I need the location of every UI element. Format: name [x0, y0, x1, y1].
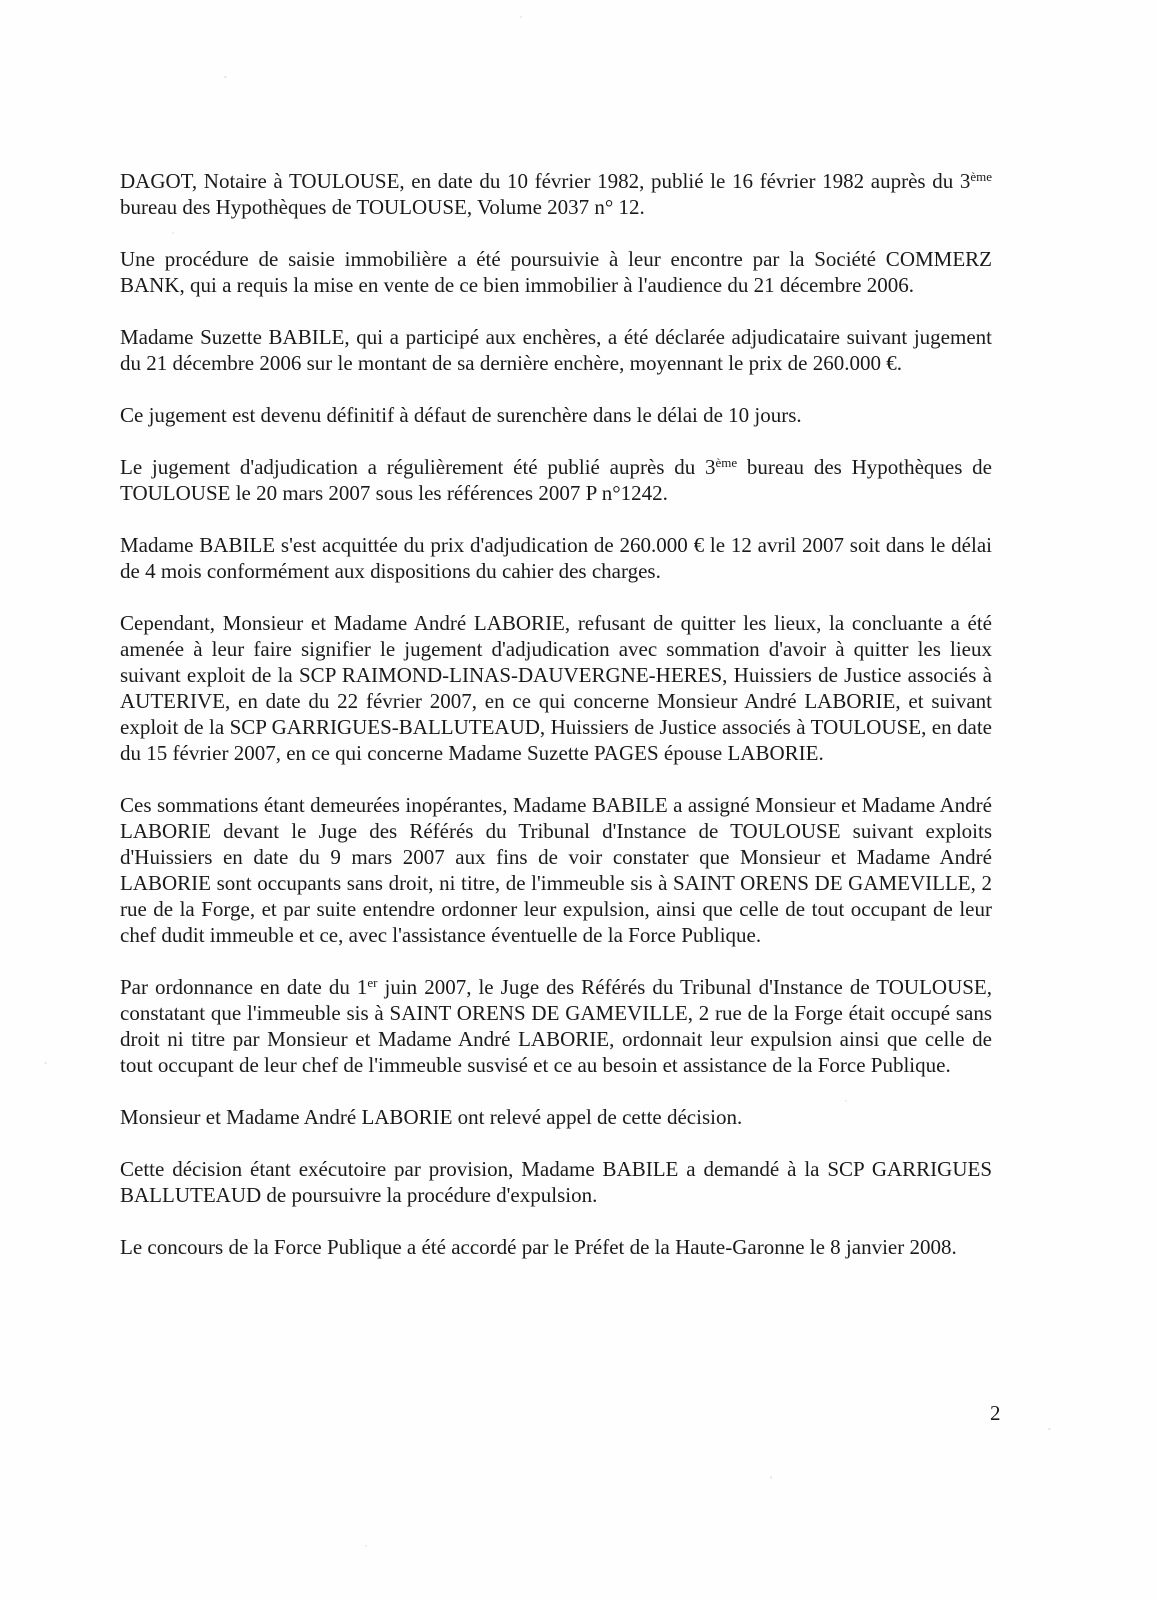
- scan-speck: [248, 1242, 250, 1244]
- paragraph-4: Ce jugement est devenu définitif à défaut de surenchère dans le délai de 10 jours.: [120, 403, 802, 427]
- paragraph-2: Une procédure de saisie immobilière a été poursuivie à leur encontre par la Société COMMERZ BANK, qui a requis la mise en vente de ce bien immobilier à l'audience du 21 décembre 2006.: [120, 247, 992, 297]
- scan-speck: [845, 1100, 847, 1102]
- page-number: 2: [990, 1401, 1001, 1425]
- scan-speck: [1048, 1428, 1051, 1430]
- paragraph-3: Madame Suzette BABILE, qui a participé aux enchères, a été déclarée adjudicataire suivant jugement du 21 décembre 2006 sur le montant de sa dernière enchère, moyennant le prix de 260.000 €.: [120, 325, 992, 375]
- document-body: [120, 168, 992, 1286]
- paragraph-5: Le jugement d'adjudication a régulièrement été publié auprès du 3ème bureau des Hypothèques de TOULOUSE le 20 mars 2007 sous les références 2007 P n°1242.: [120, 455, 992, 505]
- paragraph-10: Monsieur et Madame André LABORIE ont relevé appel de cette décision.: [120, 1105, 743, 1129]
- scan-speck: [365, 1545, 367, 1547]
- scan-speck: [520, 16, 522, 18]
- superscript: ème: [970, 169, 992, 184]
- paragraph-11: Cette décision étant exécutoire par provision, Madame BABILE a demandé à la SCP GARRIGUES BALLUTEAUD de poursuivre la procédure d'expulsion.: [120, 1157, 992, 1207]
- scan-speck: [770, 1476, 772, 1479]
- scan-speck: [224, 76, 227, 78]
- paragraph-1: DAGOT, Notaire à TOULOUSE, en date du 10 février 1982, publié le 16 février 1982 auprès du 3ème bureau des Hypothèques de TOULOUSE, Volume 2037 n° 12.: [120, 169, 992, 219]
- superscript: ème: [715, 455, 738, 470]
- scan-speck: [172, 232, 174, 234]
- paragraph-8: Ces sommations étant demeurées inopérantes, Madame BABILE a assigné Monsieur et Madame André LABORIE devant le Juge des Référés du Tribunal d'Instance de TOULOUSE suivant exploits d'Huissiers en date du 9 mars 2007 aux fins de voir constater que Monsieur et Madame André LABORIE sont occupants sans droit, ni titre, de l'immeuble sis à SAINT ORENS DE GAMEVILLE, 2 rue de la Forge, et par suite entendre ordonner leur expulsion, ainsi que celle de tout occupant de leur chef dudit immeuble et ce, avec l'assistance éventuelle de la Force Publique.: [120, 793, 992, 947]
- paragraph-7: Cependant, Monsieur et Madame André LABORIE, refusant de quitter les lieux, la concluante a été amenée à leur faire signifier le jugement d'adjudication avec sommation d'avoir à quitter les lieux suivant exploit de la SCP RAIMOND-LINAS-DAUVERGNE-HERES, Huissiers de Justice associés à AUTERIVE, en date du 22 février 2007, en ce qui concerne Monsieur André LABORIE, et suivant exploit de la SCP GARRIGUES-BALLUTEAUD, Huissiers de Justice associés à TOULOUSE, en date du 15 février 2007, en ce qui concerne Madame Suzette PAGES épouse LABORIE.: [120, 611, 992, 765]
- paragraph-12: Le concours de la Force Publique a été accordé par le Préfet de la Haute-Garonne le 8 janvier 2008.: [120, 1235, 957, 1259]
- scan-speck: [44, 1062, 47, 1064]
- superscript: er: [367, 975, 378, 990]
- paragraph-9: Par ordonnance en date du 1er juin 2007, le Juge des Référés du Tribunal d'Instance de TOULOUSE, constatant que l'immeuble sis à SAINT ORENS DE GAMEVILLE, 2 rue de la Forge était occupé sans droit ni titre par Monsieur et Madame André LABORIE, ordonnait leur expulsion ainsi que celle de tout occupant de leur chef de l'immeuble susvisé et ce au besoin et assistance de la Force Publique.: [120, 975, 993, 1077]
- paragraph-6: Madame BABILE s'est acquittée du prix d'adjudication de 260.000 € le 12 avril 2007 soit dans le délai de 4 mois conformément aux dispositions du cahier des charges.: [120, 533, 992, 583]
